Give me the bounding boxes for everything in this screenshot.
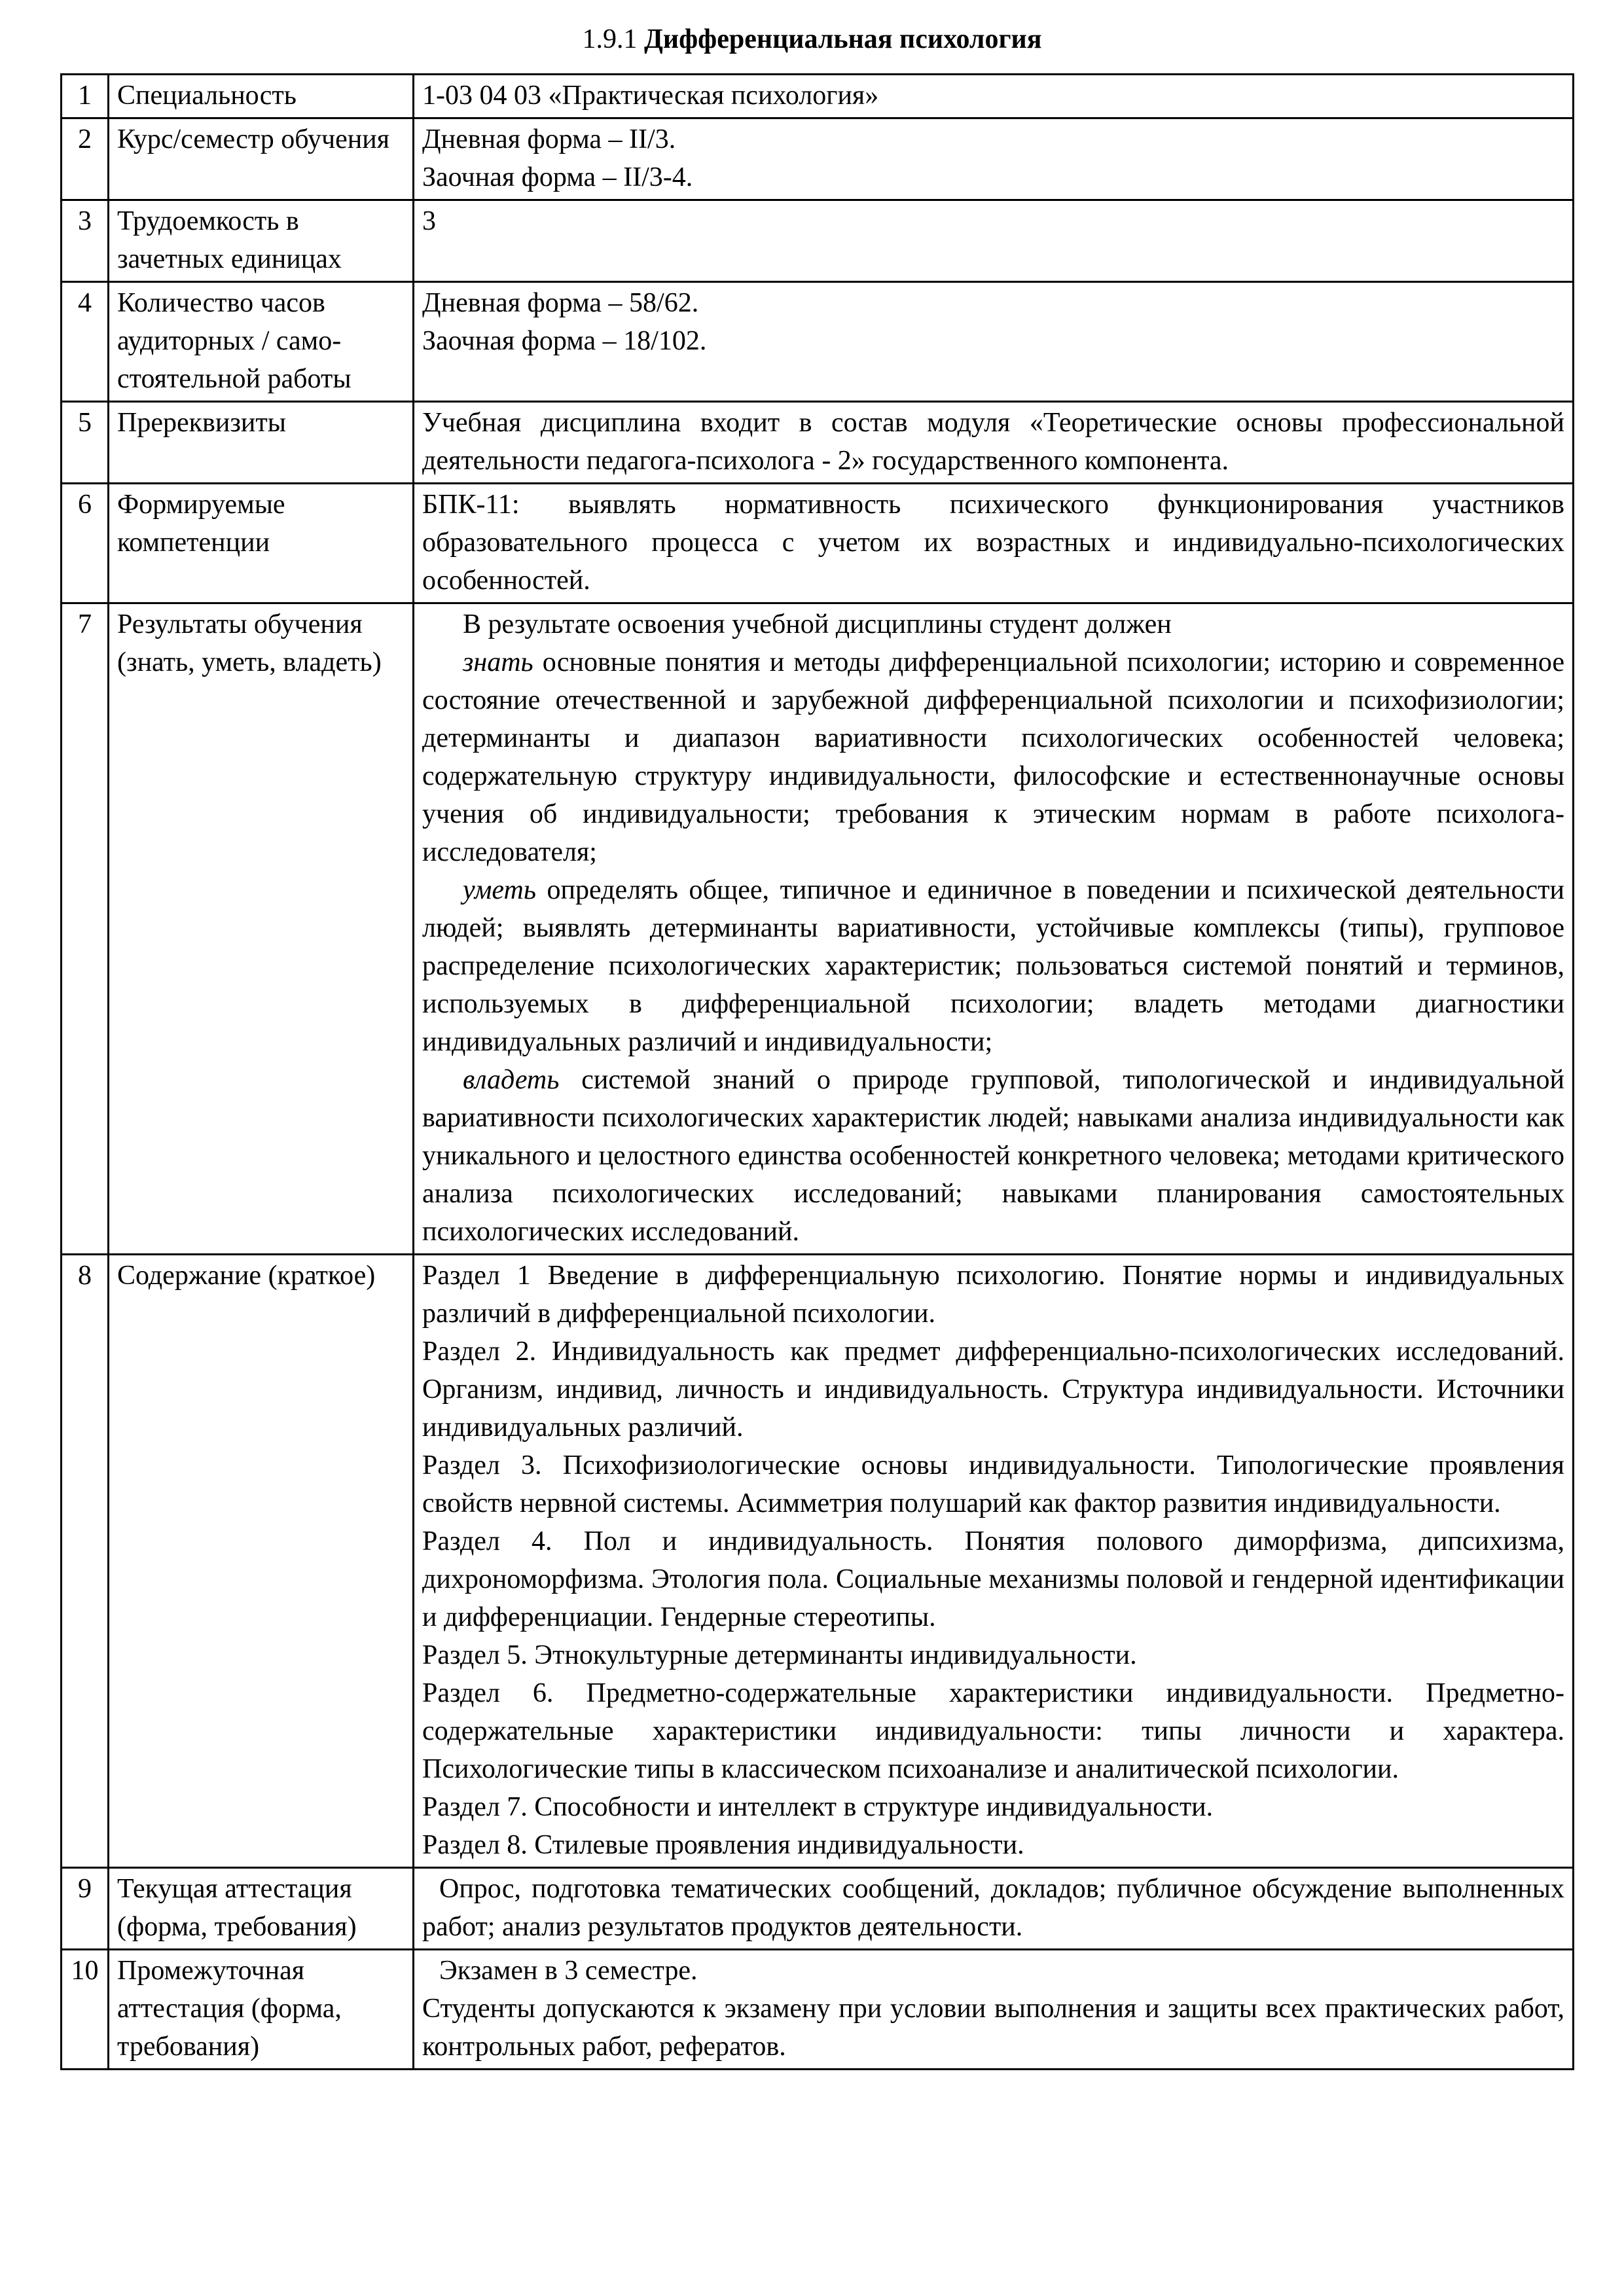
table-row: [62, 75, 1574, 118]
row-number: 6: [62, 484, 109, 603]
results-intro: В результате освоения учебной дисциплины студент должен: [463, 609, 1172, 639]
row-number: 8: [62, 1255, 109, 1868]
table-row: [62, 402, 1574, 484]
table-row: [62, 282, 1574, 402]
row-number: 4: [62, 282, 109, 402]
content-section: Раздел 4. Пол и индивидуальность. Понятия полового диморфизма, дипсихизма, дихрономорфизма. Этология пола. Социальные механизмы половой и гендерной идентификации и дифференциации. Гендерные стереотипы.: [422, 1526, 1564, 1632]
content-paragraph: Студенты допускаются к экзамену при условии выполнения и защиты всех практических работ, контрольных работ, рефератов.: [422, 1994, 1564, 2062]
paragraph-text: основные понятия и методы дифференциальной психологии; историю и современное состояние отечественной и зарубежной дифференциальной психологии и психофизиологии; детерминанты и диапазон вариативности психологических особенностей человека; содержательную структуру индивидуальности, философские и естественнонаучные основы учения об индивидуальности; требования к этическим нормам в работе психолога-исследователя;: [422, 647, 1564, 867]
lead-word: уметь: [463, 875, 536, 905]
row-number: 3: [62, 200, 109, 282]
content-paragraph: Опрос, подготовка тематических сообщений, докладов; публичное обсуждение выполненных работ; анализ результатов продуктов деятельности.: [422, 1874, 1564, 1942]
content-line: 1-03 04 03 «Практическая психология»: [422, 81, 879, 111]
table-row: [62, 484, 1574, 603]
content-section: Раздел 7. Способности и интеллект в структуре индивидуальности.: [422, 1792, 1214, 1822]
row-label: Содержание (краткое): [109, 1255, 414, 1868]
row-label: Пререквизиты: [109, 402, 414, 484]
row-label: Курс/семестр обучения: [109, 118, 414, 200]
row-number: 2: [62, 118, 109, 200]
content-line: Заочная форма – II/3-4.: [422, 162, 693, 192]
content-section: Раздел 5. Этнокультурные детерминанты индивидуальности.: [422, 1640, 1137, 1670]
results-master: [422, 1061, 1564, 1251]
results-can: [422, 871, 1564, 1061]
row-content: [414, 484, 1574, 603]
content-section: Раздел 2. Индивидуальность как предмет дифференциально-психологических исследований. Организм, индивид, личность и индивидуальность. Структура индивидуальности. Источники индивидуальных различий.: [422, 1336, 1564, 1443]
row-label: Количество часов аудиторных / само-стоятельной работы: [109, 282, 414, 402]
row-label: Результаты обучения (знать, уметь, владеть): [109, 603, 414, 1255]
table-row: [62, 1868, 1574, 1950]
row-content: [414, 282, 1574, 402]
content-section: Раздел 6. Предметно-содержательные характеристики индивидуальности. Предметно-содержательные характеристики индивидуальности: типы личности и характера. Психологические типы в классическом психоанализе и аналитической психологии.: [422, 1678, 1564, 1784]
content-line: Дневная форма – II/3.: [422, 124, 676, 154]
row-content: [414, 1868, 1574, 1950]
row-label: Текущая аттестация (форма, требования): [109, 1868, 414, 1950]
discipline-table: [60, 73, 1574, 2070]
row-number: 9: [62, 1868, 109, 1950]
section-title: Дифференциальная психология: [644, 24, 1042, 54]
content-line: Заочная форма – 18/102.: [422, 326, 707, 356]
row-content: [414, 603, 1574, 1255]
table-row: [62, 1255, 1574, 1868]
table-row: [62, 603, 1574, 1255]
lead-word: знать: [463, 647, 533, 677]
table-row: [62, 118, 1574, 200]
row-number: 5: [62, 402, 109, 484]
row-label: Специальность: [109, 75, 414, 118]
content-paragraph: БПК-11: выявлять нормативность психического функционирования участников образовательного процесса с учетом их возрастных и индивидуально-психологических особенностей.: [422, 490, 1564, 596]
table-row: [62, 1950, 1574, 2070]
row-label: Трудоемкость в зачетных единицах: [109, 200, 414, 282]
content-section: Раздел 3. Психофизиологические основы индивидуальности. Типологические проявления свойств нервной системы. Асимметрия полушарий как фактор развития индивидуальности.: [422, 1450, 1564, 1518]
content-paragraph: Учебная дисциплина входит в состав модуля «Теоретические основы профессиональной деятельности педагога-психолога - 2» государственного компонента.: [422, 408, 1564, 476]
row-label: Формируемые компетенции: [109, 484, 414, 603]
content-section: Раздел 8. Стилевые проявления индивидуальности.: [422, 1830, 1024, 1860]
content-section: Раздел 1 Введение в дифференциальную психологию. Понятие нормы и индивидуальных различий в дифференциальной психологии.: [422, 1261, 1564, 1329]
row-label: Промежуточная аттестация (форма, требования): [109, 1950, 414, 2070]
row-number: 7: [62, 603, 109, 1255]
row-number: 10: [62, 1950, 109, 2070]
content-line: Экзамен в 3 семестре.: [439, 1956, 698, 1986]
row-content: [414, 1255, 1574, 1868]
section-number: 1.9.1: [582, 24, 638, 54]
paragraph-text: определять общее, типичное и единичное в поведении и психической деятельности людей; выявлять детерминанты вариативности, устойчивые комплексы (типы), групповое распределение психологических характеристик; пользоваться системой понятий и терминов, используемых в дифференциальной психологии; владеть методами диагностики индивидуальных различий и индивидуальности;: [422, 875, 1564, 1057]
paragraph-text: системой знаний о природе групповой, типологической и индивидуальной вариативности психологических характеристик людей; навыками анализа индивидуальности как уникального и целостного единства особенностей конкретного человека; методами критического анализа психологических исследований; навыками планирования самостоятельных психологических исследований.: [422, 1065, 1564, 1247]
page-title: [0, 21, 1624, 58]
table-row: [62, 200, 1574, 282]
row-content: [414, 402, 1574, 484]
content-line: 3: [422, 206, 436, 236]
row-content: [414, 118, 1574, 200]
row-content: [414, 1950, 1574, 2070]
lead-word: владеть: [463, 1065, 560, 1095]
content-line: Дневная форма – 58/62.: [422, 288, 699, 318]
row-number: 1: [62, 75, 109, 118]
row-content: [414, 75, 1574, 118]
results-know: [422, 643, 1564, 871]
row-content: [414, 200, 1574, 282]
